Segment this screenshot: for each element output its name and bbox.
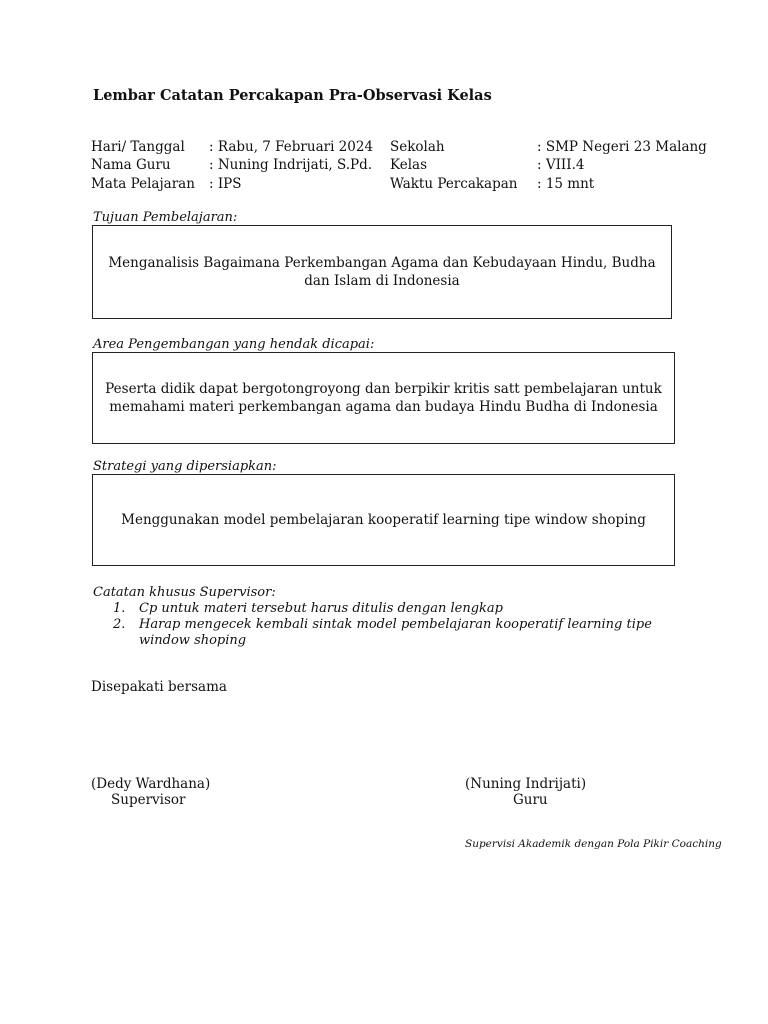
value-hari-tanggal: : Rabu, 7 Februari 2024 bbox=[209, 139, 374, 155]
label-waktu-percakapan: Waktu Percakapan bbox=[390, 176, 518, 192]
strategi-text: Menggunakan model pembelajaran kooperatif learning tipe window shoping bbox=[121, 512, 646, 528]
area-box bbox=[92, 352, 675, 444]
supervisor-name: (Dedy Wardhana) bbox=[91, 776, 211, 792]
area-text: Peserta didik dapat bergotongroyong dan berpikir kritis satt pembelajaran untuk memahami materi perkembangan agama dan budaya Hindu Budha di Indonesia bbox=[105, 381, 662, 415]
label-nama-guru: Nama Guru bbox=[91, 157, 171, 173]
list-item-text: Cp untuk materi tersebut harus ditulis dengan lengkap bbox=[139, 601, 503, 616]
teacher-role: Guru bbox=[513, 792, 548, 808]
agreement-text: Disepakati bersama bbox=[91, 679, 227, 695]
value-nama-guru: : Nuning Indrijati, S.Pd. bbox=[209, 157, 373, 173]
label-kelas: Kelas bbox=[390, 157, 428, 173]
tujuan-box bbox=[92, 225, 672, 319]
section-label-tujuan: Tujuan Pembelajaran: bbox=[93, 210, 238, 225]
label-hari-tanggal: Hari/ Tanggal bbox=[91, 139, 185, 155]
value-kelas: : VIII.4 bbox=[537, 157, 585, 173]
section-label-strategi: Strategi yang dipersiapkan: bbox=[93, 459, 277, 474]
teacher-name: (Nuning Indrijati) bbox=[465, 776, 587, 792]
value-mata-pelajaran: : IPS bbox=[209, 176, 242, 192]
tujuan-text: Menganalisis Bagaimana Perkembangan Agama dan Kebudayaan Hindu, Budha dan Islam di Indonesia bbox=[108, 255, 656, 289]
notes-heading: Catatan khusus Supervisor: bbox=[93, 585, 276, 600]
section-label-area: Area Pengembangan yang hendak dicapai: bbox=[93, 337, 375, 352]
list-item-text: Harap mengecek kembali sintak model pembelajaran kooperatif learning tipe window shoping bbox=[139, 617, 652, 648]
document-title: Lembar Catatan Percakapan Pra-Observasi Kelas bbox=[93, 87, 492, 104]
notes-list bbox=[113, 601, 673, 649]
strategi-box bbox=[92, 474, 675, 566]
value-waktu-percakapan: : 15 mnt bbox=[537, 176, 595, 192]
list-item bbox=[113, 617, 673, 649]
label-mata-pelajaran: Mata Pelajaran bbox=[91, 176, 195, 192]
list-item-number: 1. bbox=[113, 601, 126, 616]
list-item bbox=[113, 601, 673, 617]
supervisor-role: Supervisor bbox=[111, 792, 186, 808]
label-sekolah: Sekolah bbox=[390, 139, 445, 155]
value-sekolah: : SMP Negeri 23 Malang bbox=[537, 139, 707, 155]
list-item-number: 2. bbox=[113, 617, 126, 632]
footer-note: Supervisi Akademik dengan Pola Pikir Coaching bbox=[465, 838, 722, 850]
